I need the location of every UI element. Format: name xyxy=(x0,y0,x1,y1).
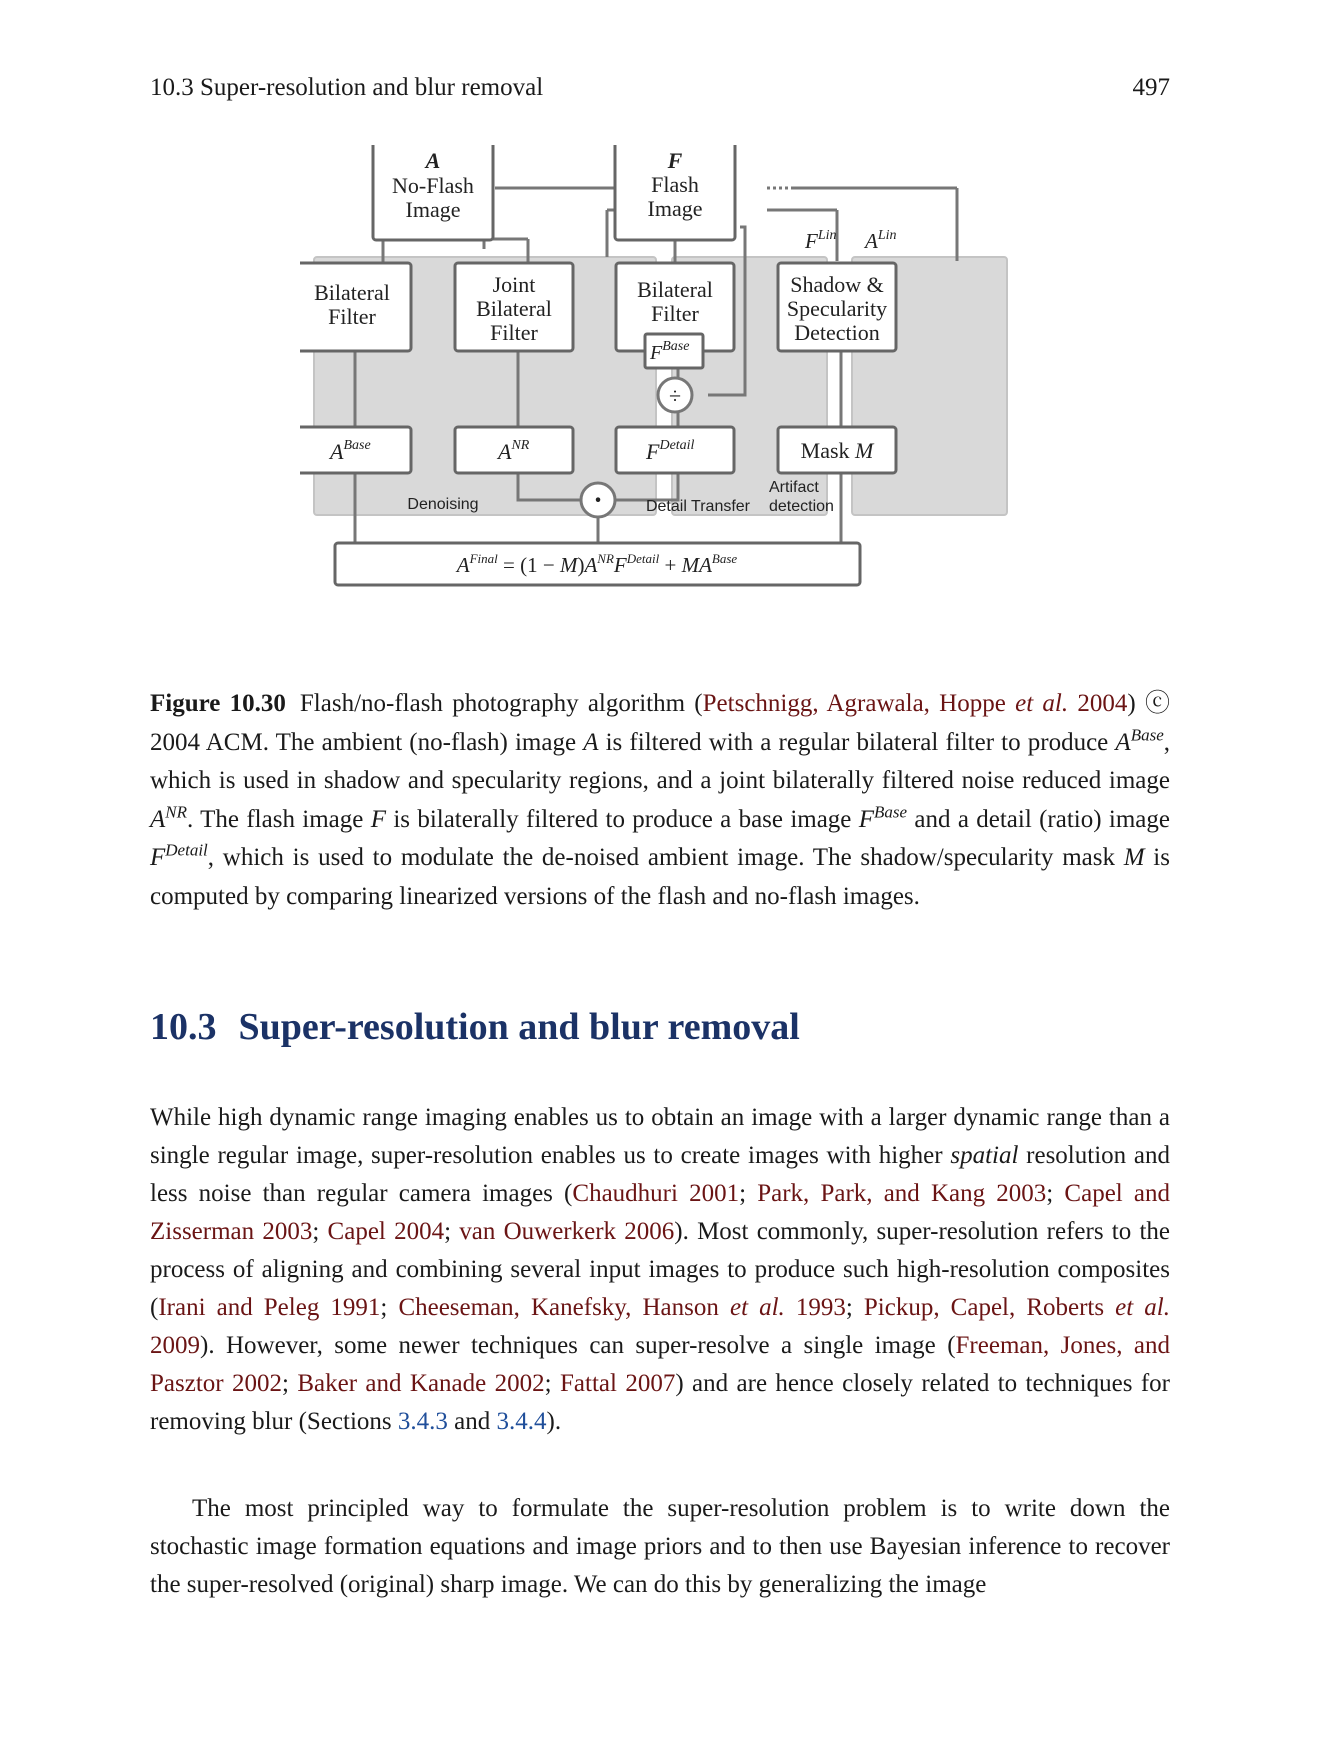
caption-text: , which is used in shadow and specularity regions, and a joint bilaterally filtered noise reduced image xyxy=(150,728,1170,794)
divide-symbol: ÷ xyxy=(668,383,682,408)
caption-text: is bilaterally filtered to produce a base image xyxy=(385,805,859,833)
caption-text: is filtered with a regular bilateral filter to produce xyxy=(598,728,1116,756)
f-lin-label: $F^{Lin}$ xyxy=(805,228,837,253)
f-detail-label: $F^{Detail}$ xyxy=(646,438,695,464)
shadow-line2: Specularity xyxy=(786,296,888,321)
flash-line1: Flash xyxy=(651,172,699,197)
paragraph-text: ). However, some newer techniques can super-resolve a single image ( xyxy=(200,1332,956,1359)
no-flash-line1: No-Flash xyxy=(392,173,474,198)
citation-link[interactable]: Chaudhuri 2001 xyxy=(572,1180,740,1207)
section-xref-link[interactable]: 3.4.4 xyxy=(496,1408,547,1435)
figure-caption xyxy=(150,685,1170,916)
caption-text: ) ⓒ 2004 ACM. The ambient (no-flash) image xyxy=(150,690,1171,756)
shadow-line1: Shadow & xyxy=(790,272,884,297)
final-formula: $A^{Final} = (1 - M)A^{NR}F^{Detail} + MA^{Base}$ xyxy=(456,551,738,577)
f-base-label: $F^{Base}$ xyxy=(650,339,690,364)
paragraph-text: ). Most commonly, super-resolution refers to the process of aligning and combining several input images to produce such high-resolution composites ( xyxy=(150,1218,1170,1321)
caption-text: and a detail (ratio) image xyxy=(907,805,1170,833)
math-sup: Base xyxy=(874,802,908,822)
flash-line2: Image xyxy=(647,196,703,221)
separator: ; xyxy=(1046,1180,1065,1207)
citation-link[interactable]: Petschnigg, Agrawala, Hoppe et al. 2004 xyxy=(702,690,1128,717)
no-flash-var: A xyxy=(425,148,441,173)
caption-text: , which is used to modulate the de-noised ambient image. The shadow/specularity mask xyxy=(207,844,1124,871)
paragraph-text: While high dynamic range imaging enables us to obtain an image with a larger dynamic range than a single regular image, super-resolution enables us to create images with higher xyxy=(150,1104,1170,1169)
mask-label: Mask M xyxy=(800,438,874,463)
caption-text: Flash/no-flash photography algorithm ( xyxy=(299,690,703,717)
math-sup: Detail xyxy=(165,840,208,860)
citation-link[interactable]: Pickup, Capel, Roberts et al. 2009 xyxy=(150,1294,1170,1359)
a-base-label: $A^{Base}$ xyxy=(330,438,371,464)
paragraph-text: resolution and less noise than regular camera images ( xyxy=(150,1142,1170,1207)
joint-line1: Joint xyxy=(492,272,536,297)
citation-link[interactable]: Freeman, Jones, and Pasztor 2002 xyxy=(150,1332,1170,1397)
body-paragraph-1 xyxy=(150,1099,1170,1441)
artifact-label-1: Artifact xyxy=(769,479,819,496)
bilateral-left-line1: Bilateral xyxy=(314,280,390,305)
flash-no-flash-diagram xyxy=(300,145,1020,665)
detail-transfer-label: Detail Transfer xyxy=(645,498,751,515)
citation-link[interactable]: Cheeseman, Kanefsky, Hanson et al. 1993 xyxy=(398,1294,846,1321)
math-sup: Base xyxy=(1130,725,1164,745)
paragraph-text: and xyxy=(447,1408,497,1435)
a-nr-label: $A^{NR}$ xyxy=(498,438,530,464)
emphasis: spatial xyxy=(950,1142,1019,1169)
joint-line3: Filter xyxy=(490,320,538,345)
math-var: F xyxy=(370,805,386,833)
citation-link[interactable]: van Ouwerkerk 2006 xyxy=(459,1218,675,1245)
body-paragraph-2: The most principled way to formulate the super-resolution problem is to write down the stochastic image formation equations and image priors and to then use Bayesian inference to recover the super-resolved (original) sharp image. We can do this by generalizing the image xyxy=(150,1495,1170,1598)
citation-link[interactable]: Capel and Zisserman 2003 xyxy=(150,1180,1170,1245)
section-number: 10.3 xyxy=(150,1006,217,1048)
citation-link[interactable]: Baker and Kanade 2002 xyxy=(297,1370,545,1397)
no-flash-line2: Image xyxy=(405,197,461,222)
math-var: A xyxy=(150,805,166,833)
math-sup: NR xyxy=(165,802,188,822)
section-xref-link[interactable]: 3.4.3 xyxy=(397,1408,448,1435)
separator: ; xyxy=(739,1180,758,1207)
math-var: M xyxy=(1123,844,1145,871)
section-title: Super-resolution and blur removal xyxy=(238,1006,800,1048)
math-var: A xyxy=(583,728,599,756)
running-title: 10.3 Super-resolution and blur removal xyxy=(150,74,544,101)
citation-link[interactable]: Irani and Peleg 1991 xyxy=(158,1294,381,1321)
separator: ; xyxy=(282,1370,298,1397)
separator: ; xyxy=(845,1294,864,1321)
citation-link[interactable]: Park, Park, and Kang 2003 xyxy=(757,1180,1047,1207)
paragraph-text: ). xyxy=(546,1408,562,1435)
bilateral-right-line1: Bilateral xyxy=(637,277,713,302)
bilateral-right-line2: Filter xyxy=(651,301,699,326)
joint-line2: Bilateral xyxy=(476,296,552,321)
flash-var: F xyxy=(667,148,683,173)
shadow-line3: Detection xyxy=(794,320,880,345)
math-var: A xyxy=(1115,728,1131,756)
separator: ; xyxy=(380,1294,399,1321)
caption-text: . The flash image xyxy=(187,805,371,833)
caption-text: is computed by comparing linearized versions of the flash and no-flash images. xyxy=(150,844,1170,910)
bilateral-left-line2: Filter xyxy=(328,304,376,329)
paragraph-text: ) and are hence closely related to techniques for removing blur (Sections xyxy=(150,1370,1170,1435)
page-number: 497 xyxy=(1132,74,1170,101)
artifact-label-2: detection xyxy=(769,498,834,515)
figure-label: Figure 10.30 xyxy=(150,690,286,717)
section-heading xyxy=(150,1005,1170,1049)
citation-link[interactable]: Fattal 2007 xyxy=(560,1370,676,1397)
separator: ; xyxy=(312,1218,328,1245)
denoising-label: Denoising xyxy=(407,496,479,513)
math-var: F xyxy=(150,844,166,871)
running-head xyxy=(150,74,1170,108)
separator: ; xyxy=(544,1370,560,1397)
dot-symbol: · xyxy=(593,485,603,516)
a-lin-label: $A^{Lin}$ xyxy=(865,228,897,253)
citation-link[interactable]: Capel 2004 xyxy=(327,1218,445,1245)
math-var: F xyxy=(858,805,875,833)
separator: ; xyxy=(444,1218,460,1245)
